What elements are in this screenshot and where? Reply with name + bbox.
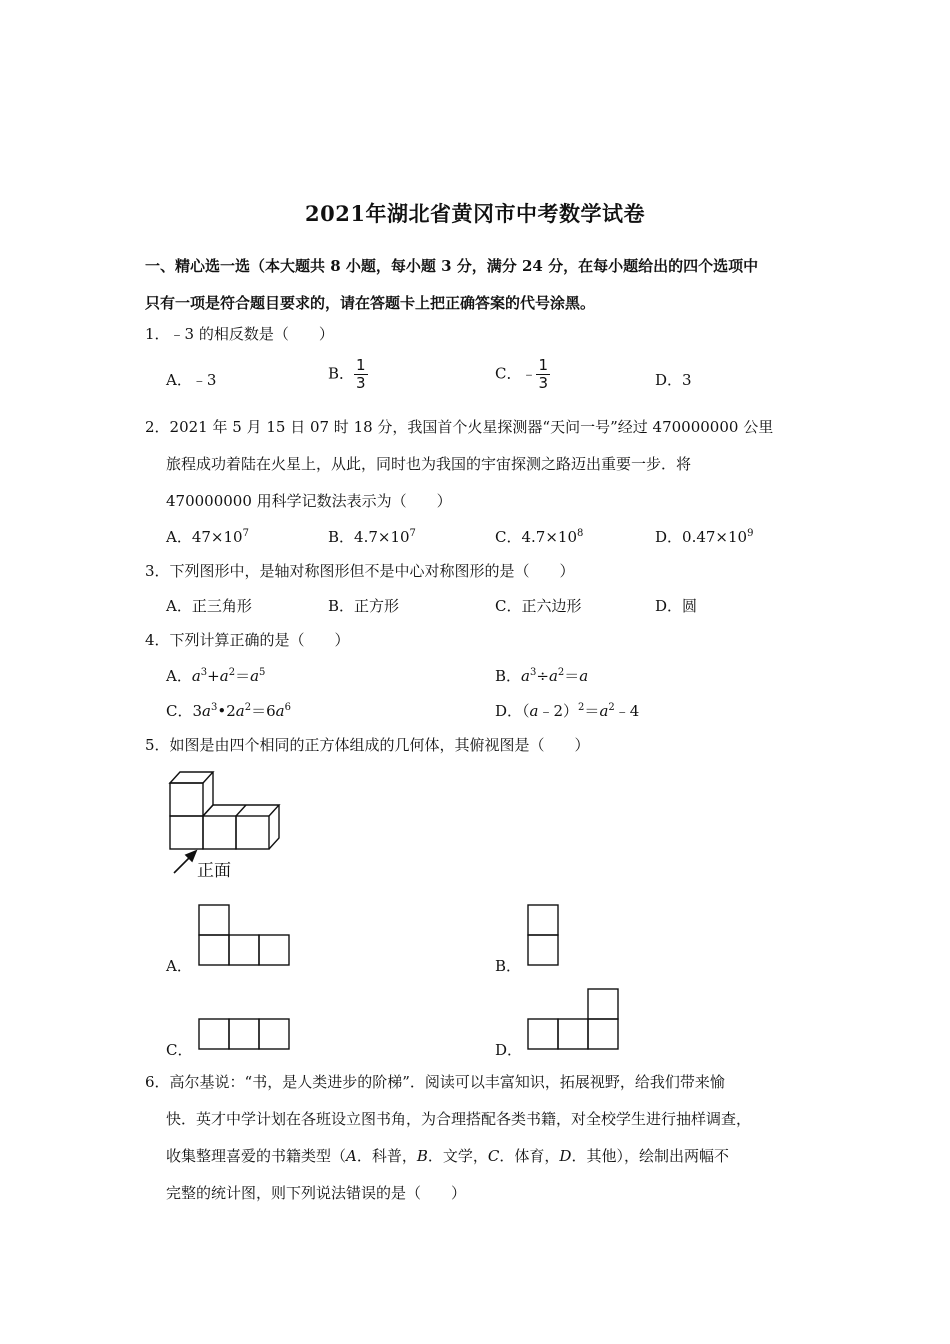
q6-line2: 快．英才中学计划在各班设立图书角，为合理搭配各类书籍，对全校学生进行抽样调查， <box>166 1110 752 1128</box>
q4-a-var3: a <box>250 667 260 685</box>
q4-stem: 4．下列计算正确的是（ ） <box>145 631 350 649</box>
q5-bottom-cube-3 <box>236 816 269 849</box>
q4-d-var2: a <box>599 702 609 720</box>
q4-b-exp2: 2 <box>557 667 565 678</box>
q4-a-op1: + <box>207 667 220 685</box>
q5-top-cube-front <box>170 783 203 816</box>
q5-option-c-label: C． <box>166 1041 193 1059</box>
q5-option-d-label: D． <box>495 1041 523 1059</box>
q6-line1: 6．高尔基说：“书，是人类进步的阶梯”．阅读可以丰富知识，拓展视野，给我们带来愉 <box>145 1073 725 1091</box>
q5-d-square-top <box>588 989 618 1019</box>
q4-option-c-label: C． <box>166 702 193 720</box>
q5-option-b-view <box>527 904 561 968</box>
q4-c-var3: a <box>275 702 285 720</box>
q2-option-a <box>166 528 249 546</box>
q4-a-exp1: 3 <box>200 667 208 678</box>
q5-a-square-top <box>199 905 229 935</box>
q4-c-var2: a <box>235 702 245 720</box>
q2-option-b <box>328 528 416 546</box>
q5-b-square-1 <box>528 905 558 935</box>
q5-option-d-view <box>527 988 621 1052</box>
q2-option-c-exponent: 8 <box>577 528 584 539</box>
q2-line3: 470000000 用科学记数法表示为（ ） <box>166 492 452 510</box>
q2-option-d-exponent: 9 <box>747 528 754 539</box>
q3-option-a: A．正三角形 <box>166 597 252 615</box>
q5-bottom-row-top-divider <box>236 805 246 816</box>
q4-c-exp1: 3 <box>210 702 218 713</box>
q4-b-var3: a <box>579 667 589 685</box>
q4-b-eq: ＝ <box>564 667 580 685</box>
q4-option-c <box>166 702 291 720</box>
q5-option-a-label: A． <box>166 957 192 975</box>
q4-c-op1: •2 <box>217 702 236 720</box>
q2-option-d <box>655 528 753 546</box>
q5-c-square-2 <box>229 1019 259 1049</box>
q1-option-c-denominator: 3 <box>538 374 549 392</box>
q2-line2: 旅程成功着陆在火星上，从此，同时也为我国的宇宙探测之路迈出重要一步．将 <box>166 455 692 473</box>
q5-front-arrow <box>174 851 196 873</box>
q4-c-eq: ＝6 <box>251 702 276 720</box>
q6-line3-part2: ．科普， <box>356 1147 417 1165</box>
q6-category-c: C <box>487 1147 500 1165</box>
q4-a-exp3: 5 <box>259 667 266 678</box>
q5-bottom-cube-2 <box>203 816 236 849</box>
q6-line3-part5: ．其他），绘制出两幅不 <box>571 1147 729 1165</box>
q4-a-eq: ＝ <box>235 667 251 685</box>
q4-b-var1: a <box>521 667 530 685</box>
q3-option-d: D．圆 <box>655 597 698 615</box>
q5-option-a-view <box>198 904 292 968</box>
q3-option-b: B．正方形 <box>328 597 400 615</box>
q4-a-var1: a <box>191 667 201 685</box>
q4-d-paren: （ <box>522 702 530 720</box>
q4-b-exp1: 3 <box>529 667 537 678</box>
q1-option-c-fraction <box>536 357 550 392</box>
q5-top-cube-side <box>203 772 213 816</box>
q1-option-b-fraction <box>354 357 368 392</box>
q5-b-square-2 <box>528 935 558 965</box>
q1-option-b <box>328 357 368 392</box>
q4-a-exp2: 2 <box>228 667 236 678</box>
q4-option-d <box>495 702 639 720</box>
q5-stem: 5．如图是由四个相同的正方体组成的几何体，其俯视图是（ ） <box>145 736 590 754</box>
q2-option-a-exponent: 7 <box>242 528 249 539</box>
q6-category-b: B <box>416 1147 428 1165</box>
q4-a-var2: a <box>219 667 229 685</box>
q5-top-cube-top <box>170 772 213 783</box>
q1-option-b-label: B． <box>328 364 355 383</box>
q4-c-exp2: 2 <box>244 702 252 713</box>
q3-stem: 3．下列图形中，是轴对称图形但不是中心对称图形的是（ ） <box>145 562 575 580</box>
q6-category-a: A <box>346 1147 357 1165</box>
q2-option-b-base: B．4.7×10 <box>328 528 410 546</box>
q5-c-square-1 <box>199 1019 229 1049</box>
q5-a-square-1 <box>199 935 229 965</box>
section-header-line2: 只有一项是符合题目要求的，请在答题卡上把正确答案的代号涂黑。 <box>145 294 596 312</box>
q1-option-c-label: C．﹣ <box>495 364 537 383</box>
q2-option-c <box>495 528 583 546</box>
q1-option-a: A．﹣3 <box>166 371 217 389</box>
q4-c-exp3: 6 <box>284 702 291 713</box>
q4-d-exp1: 2 <box>578 702 585 713</box>
q5-d-square-2 <box>558 1019 588 1049</box>
q6-line3-part3: ．文学， <box>427 1147 488 1165</box>
q5-front-label: 正面 <box>197 861 231 881</box>
q2-option-c-base: C．4.7×10 <box>495 528 577 546</box>
q6-line3-part4: ．体育， <box>499 1147 560 1165</box>
q4-option-a <box>166 667 265 685</box>
q4-option-d-label: D． <box>495 702 523 720</box>
q5-option-b-label: B． <box>495 957 522 975</box>
q5-a-square-3 <box>259 935 289 965</box>
q4-b-op1: ÷ <box>536 667 549 685</box>
q4-d-tail: ﹣4 <box>614 702 640 720</box>
q4-option-b <box>495 667 588 685</box>
q2-option-b-exponent: 7 <box>409 528 416 539</box>
q1-stem: 1．﹣3 的相反数是（ ） <box>145 325 334 343</box>
q2-option-a-base: A．47×10 <box>166 528 243 546</box>
q5-d-square-1 <box>528 1019 558 1049</box>
section-header-line1: 一、精心选一选（本大题共 8 小题，每小题 3 分，满分 24 分，在每小题给出的四个选项中 <box>145 257 759 275</box>
q6-category-d: D <box>559 1147 572 1165</box>
q5-bottom-row-side <box>269 805 279 849</box>
paper-title: 2021年湖北省黄冈市中考数学试卷 <box>305 201 645 226</box>
q4-c-coef1: 3 <box>192 702 203 720</box>
q4-c-var1: a <box>202 702 211 720</box>
q5-d-square-3 <box>588 1019 618 1049</box>
q2-option-d-base: D．0.47×10 <box>655 528 748 546</box>
q4-d-minus: ﹣2） <box>538 702 579 720</box>
q4-d-eq: ＝ <box>584 702 600 720</box>
q1-option-b-numerator: 1 <box>356 356 366 374</box>
q2-line1: 2．2021 年 5 月 15 日 07 时 18 分，我国首个火星探测器“天问一号”经过 470000000 公里 <box>145 418 774 436</box>
q4-option-a-label: A． <box>166 667 192 685</box>
q5-solid-cubes <box>170 772 279 849</box>
q4-option-b-label: B． <box>495 667 522 685</box>
q4-d-exp2: 2 <box>608 702 615 713</box>
q5-a-square-2 <box>229 935 259 965</box>
q3-option-c: C．正六边形 <box>495 597 582 615</box>
q6-line3-part1: 收集整理喜爱的书籍类型（ <box>166 1147 347 1165</box>
q1-option-c-numerator: 1 <box>538 356 549 374</box>
q1-option-c <box>495 357 550 392</box>
q5-option-c-view <box>198 1018 292 1052</box>
q6-line3 <box>166 1147 729 1165</box>
q1-option-b-denominator: 3 <box>356 374 366 392</box>
q4-d-var1: a <box>529 702 539 720</box>
q4-b-var2: a <box>548 667 558 685</box>
q5-c-square-3 <box>259 1019 289 1049</box>
q1-option-d: D．3 <box>655 371 692 389</box>
q5-bottom-cube-1 <box>170 816 203 849</box>
q6-line4: 完整的统计图，则下列说法错误的是（ ） <box>166 1184 467 1202</box>
